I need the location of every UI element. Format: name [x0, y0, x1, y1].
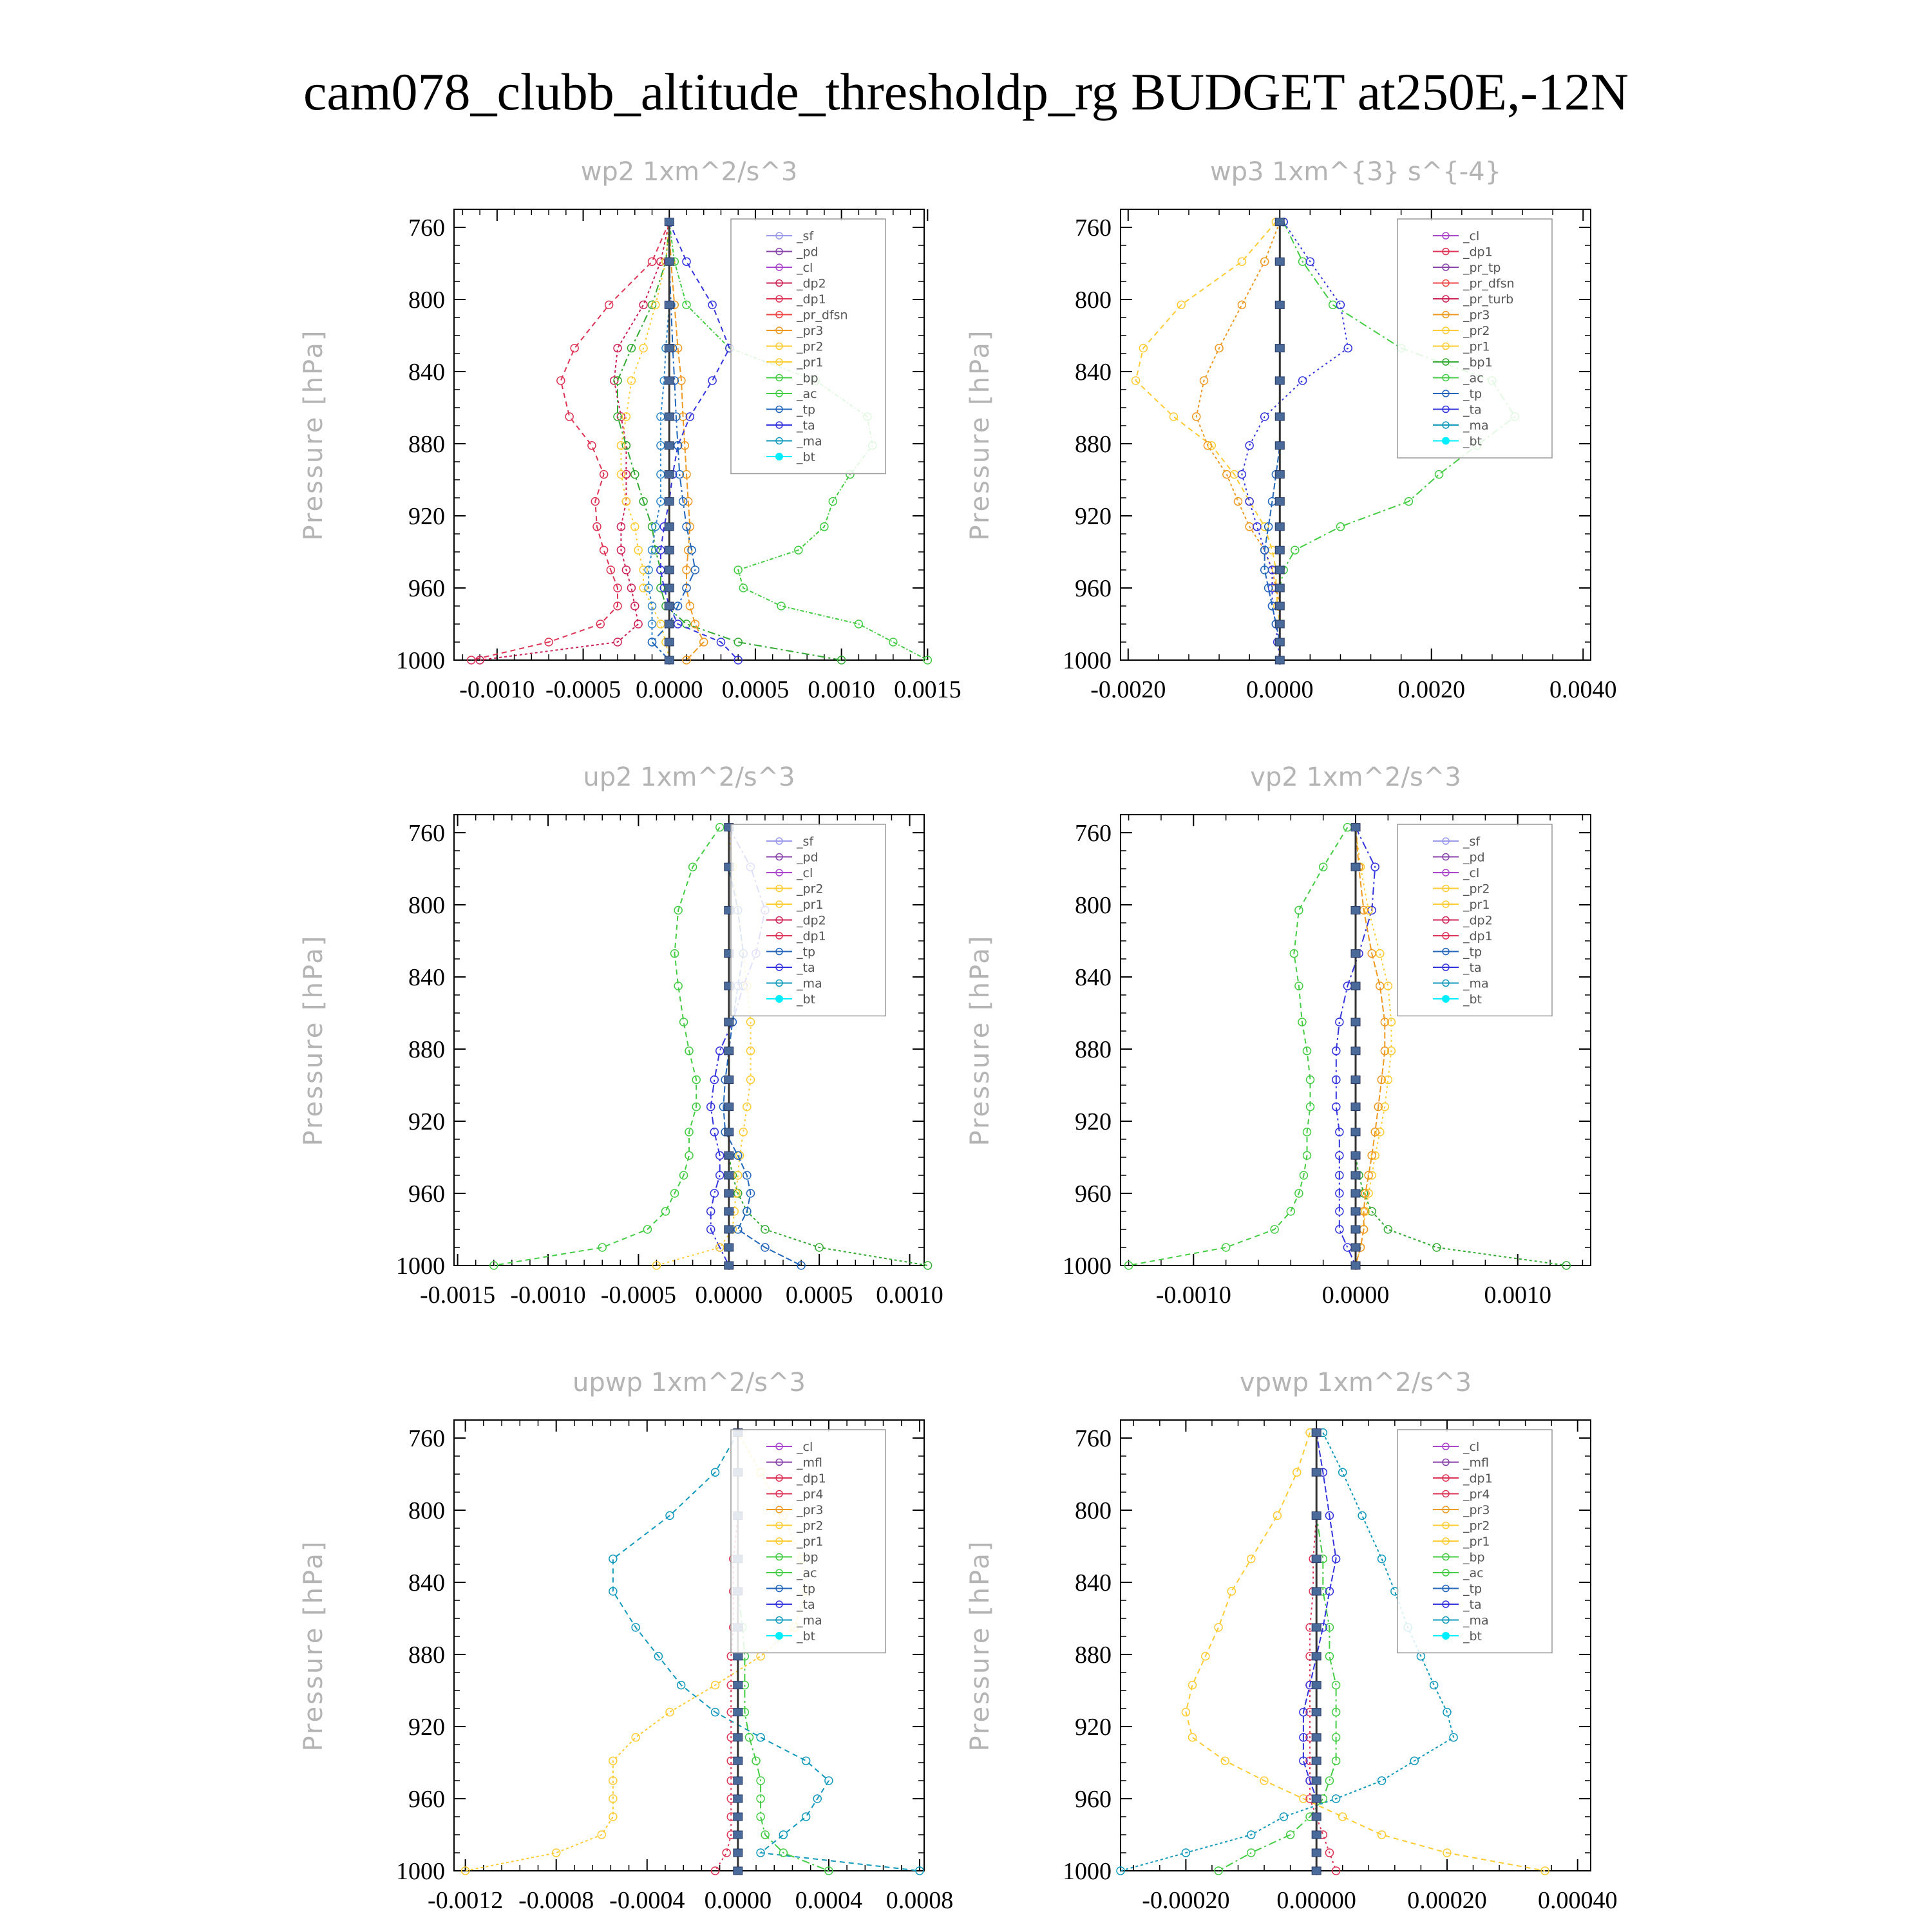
legend-label-pr4: _pr4	[1463, 1487, 1490, 1502]
legend-label-pr3: _pr3	[797, 1503, 824, 1517]
series-point-bt	[1275, 218, 1284, 226]
series-point-bt	[665, 377, 674, 384]
y-axis-label: Pressure [hPa]	[965, 328, 995, 541]
series-point-bt	[665, 584, 674, 592]
legend-label-pd: _pd	[797, 245, 819, 260]
legend-label-ac: _ac	[797, 1566, 817, 1580]
legend-label-tp: _tp	[797, 1582, 816, 1596]
series-point-bt	[1351, 1189, 1360, 1197]
legend-label-bp: _bp	[797, 371, 819, 386]
legend-marker-bt	[1442, 437, 1450, 445]
series-point-bt	[1312, 1587, 1321, 1595]
series-point-bt	[1351, 950, 1360, 958]
series-point-bt	[665, 546, 674, 554]
x-tick-label: 0.0000	[635, 676, 703, 703]
legend-label-bt: _bt	[1463, 434, 1482, 449]
legend-label-cl: _cl	[1463, 866, 1480, 880]
legend-label-bt: _bt	[1463, 992, 1482, 1007]
series-point-bt	[1351, 1151, 1360, 1159]
legend-marker-bt	[775, 1632, 783, 1640]
series-point-bt	[724, 1103, 734, 1111]
series-point-bt	[665, 566, 674, 574]
legend-label-pr1: _pr1	[1463, 339, 1490, 354]
legend-label-tp: _tp	[797, 945, 816, 960]
series-point-bt	[1275, 620, 1284, 628]
series-point-bt	[1275, 413, 1284, 421]
series-point-bt	[724, 1189, 734, 1197]
y-tick-label: 760	[1075, 820, 1112, 847]
series-point-bt	[734, 1813, 743, 1821]
y-tick-label: 840	[408, 359, 445, 386]
series-point-bt	[1312, 1555, 1321, 1563]
y-tick-label: 1000	[396, 647, 445, 674]
y-axis-label: Pressure [hPa]	[965, 1539, 995, 1752]
legend-label-pd: _pd	[797, 850, 819, 865]
x-tick-label: -0.0012	[428, 1887, 504, 1914]
series-point-bt	[734, 1681, 743, 1689]
series-point-bt	[665, 656, 674, 664]
y-tick-label: 880	[408, 1036, 445, 1063]
series-point-bt	[724, 1076, 734, 1084]
legend-label-pr2: _pr2	[797, 339, 824, 354]
series-point-bt	[1312, 1681, 1321, 1689]
legend-label-bt: _bt	[1463, 1629, 1482, 1643]
series-point-bt	[1275, 638, 1284, 646]
series-point-bt	[1351, 863, 1360, 871]
x-tick-label: -0.0008	[518, 1887, 594, 1914]
legend-label-pr3: _pr3	[1463, 1503, 1490, 1517]
x-tick-label: 0.0005	[785, 1282, 853, 1309]
legend-label-bt: _bt	[797, 1629, 816, 1643]
y-tick-label: 880	[1075, 431, 1112, 458]
series-point-bt	[1275, 523, 1284, 531]
x-tick-label: 0.0015	[894, 676, 961, 703]
series-point-bt	[1312, 1511, 1321, 1519]
x-tick-label: -0.0020	[1090, 676, 1166, 703]
y-tick-label: 960	[1075, 1180, 1112, 1208]
legend-label-ta: _ta	[1463, 961, 1482, 975]
series-point-bt	[724, 1018, 734, 1026]
legend-label-ta: _ta	[1463, 1598, 1482, 1612]
series-point-bt	[665, 638, 674, 646]
y-tick-label: 920	[408, 1714, 445, 1741]
x-tick-label: 0.0000	[1246, 676, 1314, 703]
y-tick-label: 960	[1075, 1786, 1112, 1813]
y-tick-label: 880	[1075, 1642, 1112, 1669]
legend-label-tp: _tp	[1463, 945, 1482, 960]
y-tick-label: 840	[408, 964, 445, 991]
x-tick-label: 0.0040	[1549, 676, 1617, 703]
series-point-bt	[1312, 1468, 1321, 1476]
series-point-bt	[734, 1795, 743, 1803]
x-tick-label: 0.0000	[695, 1282, 763, 1309]
series-point-bt	[665, 301, 674, 308]
legend-label-ma: _ma	[797, 1613, 822, 1628]
y-tick-label: 880	[1075, 1036, 1112, 1063]
x-tick-label: -0.0010	[510, 1282, 586, 1309]
series-point-bt	[1351, 1076, 1360, 1084]
x-tick-label: 0.0010	[1484, 1282, 1551, 1309]
y-tick-label: 760	[408, 214, 445, 242]
legend-label-pr2: _pr2	[1463, 1519, 1490, 1533]
series-point-bt	[1351, 1208, 1360, 1215]
series-point-bt	[665, 345, 674, 352]
legend-label-dp1: _dp1	[1463, 1472, 1493, 1486]
legend-label-dp1: _dp1	[1463, 245, 1493, 260]
x-tick-label: 0.0010	[876, 1282, 943, 1309]
panel-title: vp2 1xm^2/s^3	[1250, 762, 1461, 792]
series-point-bt	[1312, 1624, 1321, 1631]
y-tick-label: 760	[408, 820, 445, 847]
y-tick-label: 800	[1075, 287, 1112, 314]
series-point-bt	[1351, 1128, 1360, 1136]
legend-label-pr1: _pr1	[797, 898, 824, 912]
legend-label-pr_dfsn: _pr_dfsn	[797, 308, 848, 323]
figure-title: cam078_clubb_altitude_thresholdp_rg BUDGET at250E,-12N	[303, 62, 1629, 121]
legend-label-mfl: _mfl	[797, 1455, 822, 1470]
legend-label-cl: _cl	[797, 1440, 813, 1454]
y-tick-label: 840	[408, 1569, 445, 1596]
series-point-bt	[1275, 345, 1284, 352]
legend-label-pr3: _pr3	[797, 324, 824, 338]
y-tick-label: 840	[1075, 1569, 1112, 1596]
legend-label-ma: _ma	[1463, 1613, 1489, 1628]
legend-label-dp2: _dp2	[1463, 913, 1493, 928]
y-tick-label: 800	[408, 287, 445, 314]
series-point-bt	[1275, 584, 1284, 592]
x-tick-label: -0.00020	[1142, 1887, 1230, 1914]
legend-label-ma: _ma	[797, 434, 822, 449]
series-point-bt	[724, 1226, 734, 1233]
y-tick-label: 800	[408, 1497, 445, 1524]
x-tick-label: 0.00020	[1407, 1887, 1487, 1914]
series-point-bt	[1275, 546, 1284, 554]
panel-title: wp3 1xm^{3} s^{-4}	[1209, 157, 1502, 187]
series-point-bt	[1351, 1171, 1360, 1179]
legend-label-bp1: _bp1	[1463, 355, 1493, 370]
series-point-bt	[665, 442, 674, 450]
y-axis-label: Pressure [hPa]	[299, 328, 328, 541]
legend-label-tp: _tp	[1463, 387, 1482, 401]
legend-label-bt: _bt	[797, 450, 816, 464]
panel-title: vpwp 1xm^2/s^3	[1239, 1368, 1472, 1397]
y-tick-label: 960	[408, 575, 445, 602]
y-tick-label: 1000	[1063, 647, 1112, 674]
series-point-bt	[1312, 1867, 1321, 1875]
legend-label-bt: _bt	[797, 992, 816, 1007]
series-point-bt	[665, 218, 674, 226]
series-point-bt	[734, 1734, 743, 1741]
series-point-bt	[1312, 1757, 1321, 1765]
legend-label-pd: _pd	[1463, 850, 1485, 865]
series-point-bt	[1351, 1047, 1360, 1055]
legend-label-cl: _cl	[797, 261, 813, 275]
legend-label-cl: _cl	[1463, 229, 1480, 243]
series-point-bt	[1275, 602, 1284, 610]
y-tick-label: 800	[1075, 892, 1112, 919]
legend-marker-bt	[775, 453, 783, 460]
series-point-bt	[1312, 1777, 1321, 1785]
y-tick-label: 920	[1075, 1108, 1112, 1135]
series-point-bt	[1275, 471, 1284, 478]
series-point-bt	[665, 498, 674, 506]
series-point-bt	[1312, 1813, 1321, 1821]
legend-label-ma: _ma	[797, 976, 822, 991]
series-point-bt	[1312, 1849, 1321, 1857]
y-tick-label: 760	[408, 1425, 445, 1452]
series-point-bt	[665, 413, 674, 421]
series-point-bt	[1351, 1244, 1360, 1251]
series-point-bt	[1312, 1831, 1321, 1839]
series-point-bt	[724, 1262, 734, 1269]
y-axis-label: Pressure [hPa]	[299, 934, 328, 1146]
legend-label-ta: _ta	[1463, 402, 1482, 417]
y-tick-label: 960	[1075, 575, 1112, 602]
series-point-bt	[1275, 566, 1284, 574]
legend-label-ta: _ta	[797, 419, 815, 433]
y-tick-label: 880	[408, 431, 445, 458]
legend-marker-bt	[775, 995, 783, 1003]
panel-title: wp2 1xm^2/s^3	[580, 157, 798, 187]
legend-label-ma: _ma	[1463, 419, 1489, 433]
series-point-bt	[665, 602, 674, 610]
x-tick-label: 0.0005	[721, 676, 790, 703]
y-tick-label: 760	[1075, 1425, 1112, 1452]
legend-label-pr1: _pr1	[797, 1535, 824, 1549]
legend-label-pr2: _pr2	[797, 1519, 824, 1533]
legend-label-sf: _sf	[1463, 835, 1481, 849]
legend-label-bp: _bp	[797, 1550, 819, 1565]
series-point-bt	[1275, 301, 1284, 308]
series-point-bt	[1351, 1226, 1360, 1233]
y-axis-label: Pressure [hPa]	[299, 1539, 328, 1752]
x-tick-label: -0.0010	[1155, 1282, 1231, 1309]
x-tick-label: 0.00040	[1537, 1887, 1618, 1914]
series-point-bt	[1351, 982, 1360, 990]
x-tick-label: 0.00000	[1276, 1887, 1356, 1914]
series-point-bt	[1312, 1653, 1321, 1660]
series-point-bt	[665, 258, 674, 265]
series-point-bt	[1275, 442, 1284, 450]
y-tick-label: 960	[408, 1180, 445, 1208]
y-tick-label: 920	[408, 1108, 445, 1135]
y-tick-label: 760	[1075, 214, 1112, 242]
legend-label-ac: _ac	[1463, 371, 1484, 386]
series-point-bt	[734, 1849, 743, 1857]
series-point-bt	[1312, 1795, 1321, 1803]
y-tick-label: 800	[408, 892, 445, 919]
y-tick-label: 1000	[396, 1858, 445, 1885]
legend-label-dp2: _dp2	[797, 913, 826, 928]
x-tick-label: -0.0010	[459, 676, 535, 703]
legend-label-cl: _cl	[1463, 1440, 1480, 1454]
y-tick-label: 880	[408, 1642, 445, 1669]
series-point-bt	[734, 1757, 743, 1765]
series-point-bt	[724, 1208, 734, 1215]
series-point-bt	[1351, 824, 1360, 831]
series-point-bt	[724, 1171, 734, 1179]
legend-label-mfl: _mfl	[1463, 1455, 1489, 1470]
series-point-bt	[1312, 1734, 1321, 1741]
y-tick-label: 1000	[1063, 1253, 1112, 1280]
legend-label-pr_turb: _pr_turb	[1463, 292, 1514, 307]
series-point-bt	[1275, 258, 1284, 265]
x-tick-label: 0.0010	[808, 676, 875, 703]
series-point-bt	[665, 523, 674, 531]
y-tick-label: 920	[1075, 1714, 1112, 1741]
legend-label-tp: _tp	[797, 402, 816, 417]
series-point-bt	[724, 1128, 734, 1136]
x-tick-label: 0.0008	[886, 1887, 954, 1914]
legend-label-ac: _ac	[1463, 1566, 1484, 1580]
legend-label-ta: _ta	[797, 961, 815, 975]
legend-label-pr_dfsn: _pr_dfsn	[1463, 276, 1515, 291]
series-point-bt	[724, 1047, 734, 1055]
legend-label-pr_tp: _pr_tp	[1463, 261, 1501, 275]
series-point-bt	[665, 620, 674, 628]
y-tick-label: 840	[1075, 359, 1112, 386]
series-point-bt	[734, 1777, 743, 1785]
series-point-bt	[665, 471, 674, 478]
legend-label-dp1: _dp1	[797, 292, 826, 307]
panel-title: upwp 1xm^2/s^3	[573, 1368, 806, 1397]
x-tick-label: 0.0004	[795, 1887, 863, 1914]
legend-label-sf: _sf	[797, 835, 814, 849]
legend-label-ta: _ta	[797, 1598, 815, 1612]
legend-label-pr2: _pr2	[797, 882, 824, 896]
y-tick-label: 800	[1075, 1497, 1112, 1524]
series-point-bt	[734, 1831, 743, 1839]
legend-label-pr3: _pr3	[1463, 308, 1490, 323]
series-point-bt	[1351, 906, 1360, 914]
series-point-bt	[734, 1653, 743, 1660]
y-tick-label: 1000	[396, 1253, 445, 1280]
legend-label-ac: _ac	[797, 387, 817, 401]
legend-marker-bt	[1442, 995, 1450, 1003]
legend-label-pr1: _pr1	[1463, 1535, 1490, 1549]
x-tick-label: 0.0000	[704, 1887, 772, 1914]
panel-title: up2 1xm^2/s^3	[583, 762, 795, 792]
legend-marker-bt	[1442, 1632, 1450, 1640]
series-point-bt	[724, 1151, 734, 1159]
legend-label-pr1: _pr1	[1463, 898, 1490, 912]
x-tick-label: 0.0000	[1321, 1282, 1390, 1309]
legend-label-tp: _tp	[1463, 1582, 1482, 1596]
y-tick-label: 920	[408, 503, 445, 530]
series-point-bt	[1351, 1103, 1360, 1111]
series-point-bt	[1312, 1429, 1321, 1437]
legend-label-dp1: _dp1	[797, 1472, 826, 1486]
legend-label-bp: _bp	[1463, 1550, 1485, 1565]
legend-label-dp2: _dp2	[797, 276, 826, 291]
legend-label-cl: _cl	[797, 866, 813, 880]
series-point-bt	[1275, 377, 1284, 384]
legend-label-pr4: _pr4	[797, 1487, 824, 1502]
x-tick-label: -0.0005	[545, 676, 621, 703]
series-point-bt	[1351, 1018, 1360, 1026]
x-tick-label: -0.0005	[600, 1282, 676, 1309]
x-tick-label: 0.0020	[1397, 676, 1465, 703]
legend-label-dp1: _dp1	[1463, 929, 1493, 943]
series-point-bt	[734, 1867, 743, 1875]
series-point-bt	[1275, 498, 1284, 506]
legend-label-pr2: _pr2	[1463, 324, 1490, 338]
y-tick-label: 920	[1075, 503, 1112, 530]
legend-label-sf: _sf	[797, 229, 814, 243]
y-tick-label: 1000	[1063, 1858, 1112, 1885]
y-tick-label: 840	[1075, 964, 1112, 991]
series-point-bt	[1351, 1262, 1360, 1269]
x-tick-label: -0.0004	[609, 1887, 685, 1914]
y-axis-label: Pressure [hPa]	[965, 934, 995, 1146]
series-point-bt	[724, 1244, 734, 1251]
series-point-bt	[1275, 656, 1284, 664]
series-point-bt	[734, 1709, 743, 1716]
legend-label-pr1: _pr1	[797, 355, 824, 370]
x-tick-label: -0.0015	[420, 1282, 496, 1309]
series-point-bt	[1312, 1709, 1321, 1716]
legend-label-ma: _ma	[1463, 976, 1489, 991]
legend-label-dp1: _dp1	[797, 929, 826, 943]
legend-label-pr2: _pr2	[1463, 882, 1490, 896]
y-tick-label: 960	[408, 1786, 445, 1813]
